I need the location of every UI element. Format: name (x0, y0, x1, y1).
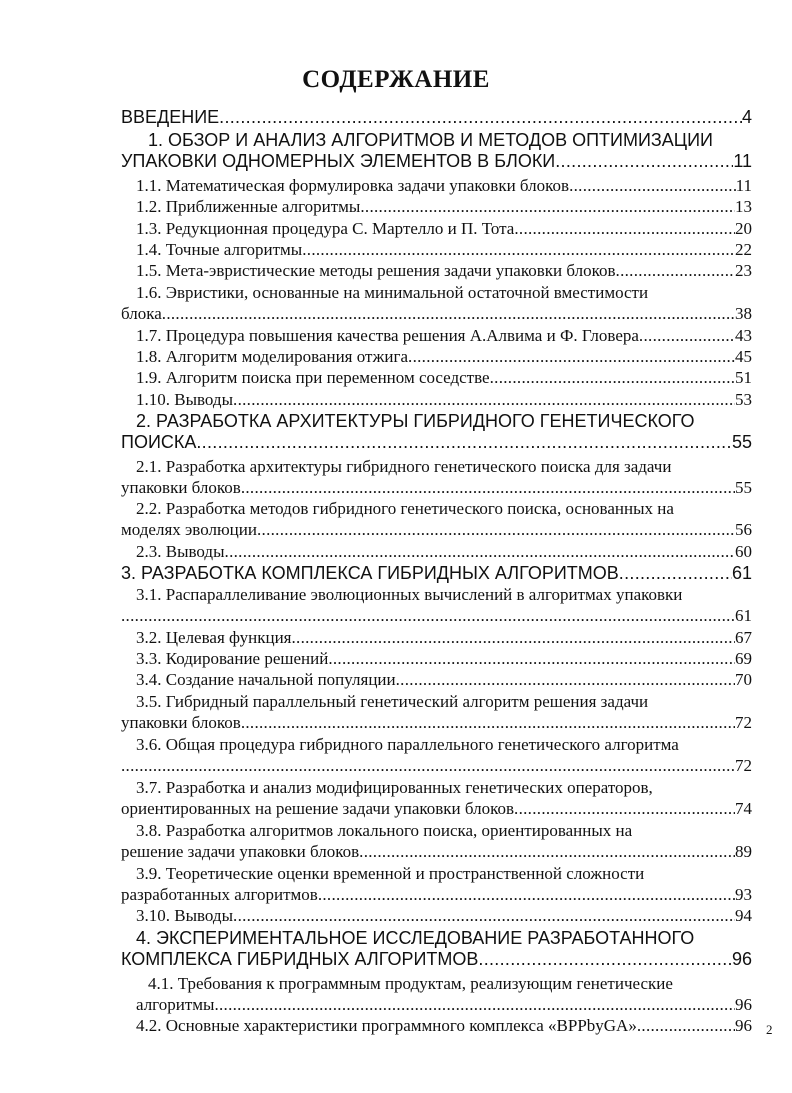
dot-leader (291, 628, 735, 648)
dot-leader (569, 176, 736, 196)
dot-leader (514, 799, 735, 819)
dot-leader (396, 670, 735, 690)
toc-entry-page: 43 (735, 326, 752, 345)
toc-entry-title: 1.9. Алгоритм поиска при переменном соседстве (136, 368, 490, 387)
dot-leader (121, 606, 735, 626)
toc-entry-title-line: 3.6. Общая процедура гибридного параллельного генетического алгоритма (136, 734, 679, 754)
toc-entry[interactable] (121, 107, 752, 128)
toc-entry-title-line: 1. ОБЗОР И АНАЛИЗ АЛГОРИТМОВ И МЕТОДОВ ОПТИМИЗАЦИИ (148, 129, 713, 150)
toc-entry[interactable] (136, 176, 752, 196)
dot-leader (360, 197, 735, 217)
dot-leader (318, 885, 735, 905)
dot-leader (478, 949, 732, 970)
toc-entry-title: 4.2. Основные характеристики программного комплекса «BPPbyGA» (136, 1016, 637, 1035)
toc-entry-page: 11 (735, 176, 752, 195)
toc-entry-title: 3.3. Кодирование решений (136, 649, 329, 668)
dot-leader (257, 520, 735, 540)
dot-leader (196, 432, 732, 453)
toc-entry[interactable] (121, 949, 752, 970)
toc-entry[interactable] (121, 563, 752, 584)
dot-leader (328, 649, 735, 669)
toc-entry-page: 45 (735, 347, 752, 366)
toc-entry-title: 3.10. Выводы (136, 906, 234, 925)
toc-entry-page: 13 (735, 197, 752, 216)
toc-entry-page: 94 (735, 906, 752, 925)
toc-entry-title: 1.7. Процедура повышения качества решения А.Алвима и Ф. Гловера (136, 326, 639, 345)
toc-entry-page: 22 (735, 240, 752, 259)
toc-entry-title-line: 2.1. Разработка архитектуры гибридного генетического поиска для задачи (136, 456, 672, 476)
dot-leader (214, 995, 735, 1015)
toc-entry-page: 96 (735, 995, 752, 1014)
toc-entry-title-line: 2. РАЗРАБОТКА АРХИТЕКТУРЫ ГИБРИДНОГО ГЕНЕТИЧЕСКОГО (136, 410, 695, 431)
toc-entry-title: упаковки блоков (121, 713, 241, 732)
toc-entry-page: 96 (731, 949, 752, 969)
toc-entry[interactable] (136, 240, 752, 260)
toc-entry[interactable] (136, 219, 752, 239)
toc-entry-title: моделях эволюции (121, 520, 257, 539)
toc-entry-title-line: 3.8. Разработка алгоритмов локального поиска, ориентированных на (136, 820, 633, 840)
dot-leader (639, 326, 735, 346)
toc-entry[interactable] (121, 842, 752, 862)
toc-entry-title-line: 2.2. Разработка методов гибридного генетического поиска, основанных на (136, 498, 674, 518)
dot-leader (233, 390, 735, 410)
toc-entry-title: 3. РАЗРАБОТКА КОМПЛЕКСА ГИБРИДНЫХ АЛГОРИТМОВ (121, 563, 619, 583)
dot-leader (637, 1016, 735, 1036)
toc-entry-title-line: 3.1. Распараллеливание эволюционных вычислений в алгоритмах упаковки (136, 584, 683, 604)
toc-entry-page: 23 (735, 261, 752, 280)
toc-entry[interactable] (121, 606, 752, 626)
toc-entry[interactable] (136, 326, 752, 346)
toc-entry-page: 89 (735, 842, 752, 861)
toc-entry[interactable] (136, 628, 752, 648)
toc-entry[interactable] (136, 906, 752, 926)
dot-leader (555, 151, 733, 172)
dot-leader (490, 368, 735, 388)
toc-entry-title-line: 4.1. Требования к программным продуктам, реализующим генетические (148, 973, 673, 993)
dot-leader (408, 347, 735, 367)
toc-entry-title-line: 4. ЭКСПЕРИМЕНТАЛЬНОЕ ИССЛЕДОВАНИЕ РАЗРАБОТАННОГО (136, 927, 695, 948)
toc-entry[interactable] (136, 368, 752, 388)
toc-title: СОДЕРЖАНИЕ (302, 66, 490, 93)
toc-entry-title: 3.4. Создание начальной популяции (136, 670, 396, 689)
toc-entry-page: 93 (735, 885, 752, 904)
toc-entry-page: 72 (735, 756, 752, 775)
toc-entry-page: 67 (735, 628, 752, 647)
dot-leader (241, 713, 735, 733)
toc-entry-page: 72 (735, 713, 752, 732)
toc-entry[interactable] (121, 151, 752, 172)
toc-entry[interactable] (136, 347, 752, 367)
toc-entry-page: 61 (735, 606, 752, 625)
toc-entry[interactable] (121, 304, 752, 324)
toc-entry-title-line: 1.6. Эвристики, основанные на минимальной остаточной вместимости (136, 282, 649, 302)
toc-entry-page: 96 (735, 1016, 752, 1035)
toc-entry-title-line: 3.5. Гибридный параллельный генетический алгоритм решения задачи (136, 691, 649, 711)
toc-entry-title: УПАКОВКИ ОДНОМЕРНЫХ ЭЛЕМЕНТОВ В БЛОКИ (121, 151, 556, 171)
toc-entry-title: блока (121, 304, 162, 323)
toc-entry-page: 4 (741, 107, 752, 127)
toc-entry-title: 2.3. Выводы (136, 542, 225, 561)
toc-entry[interactable] (136, 995, 752, 1015)
toc-entry[interactable] (136, 649, 752, 669)
dot-leader (162, 304, 735, 324)
dot-leader (121, 756, 735, 776)
toc-entry-page: 38 (735, 304, 752, 323)
toc-entry-title: 1.1. Математическая формулировка задачи упаковки блоков (136, 176, 570, 195)
toc-entry-title: 1.5. Мета-эвристические методы решения задачи упаковки блоков (136, 261, 616, 280)
toc-entry-title: 3.2. Целевая функция (136, 628, 292, 647)
toc-entry-title: решение задачи упаковки блоков (121, 842, 360, 861)
toc-entry-page: 70 (735, 670, 752, 689)
page-number: 2 (766, 1022, 773, 1037)
toc-entry-page: 11 (733, 151, 752, 171)
toc-entry[interactable] (136, 261, 752, 281)
dot-leader (225, 542, 735, 562)
dot-leader (359, 842, 735, 862)
toc-entry-title: 1.8. Алгоритм моделирования отжига (136, 347, 409, 366)
toc-entry-page: 69 (735, 649, 752, 668)
toc-entry[interactable] (121, 478, 752, 498)
dot-leader (233, 906, 735, 926)
toc-entry-page: 20 (735, 219, 752, 238)
toc-entry-title-line: 3.7. Разработка и анализ модифицированных генетических операторов, (136, 777, 653, 797)
toc-entry[interactable] (136, 1016, 752, 1036)
toc-entry-title: 1.4. Точные алгоритмы (136, 240, 303, 259)
toc-entry[interactable] (121, 756, 752, 776)
dot-leader (241, 478, 735, 498)
toc-entry-title: 1.10. Выводы (136, 390, 234, 409)
toc-entry[interactable] (136, 197, 752, 217)
toc-entry-page: 55 (731, 432, 752, 452)
toc-entry[interactable] (121, 432, 752, 453)
toc-entry-title: 1.3. Редукционная процедура С. Мартелло и П. Тота (136, 219, 515, 238)
toc-entry[interactable] (121, 885, 752, 905)
toc-entry[interactable] (136, 542, 752, 562)
toc-entry-page: 74 (735, 799, 752, 818)
toc-entry-title: алгоритмы (136, 995, 215, 1014)
toc-entry-page: 51 (735, 368, 752, 387)
dot-leader (514, 219, 735, 239)
toc-entry-page: 60 (735, 542, 752, 561)
dot-leader (302, 240, 735, 260)
toc-entry-title: ориентированных на решение задачи упаковки блоков (121, 799, 515, 818)
toc-entry-page: 53 (735, 390, 752, 409)
toc-entry[interactable] (121, 713, 752, 733)
toc-entry-title-line: 3.9. Теоретические оценки временной и пространственной сложности (136, 863, 645, 883)
toc-entry-title: ПОИСКА (121, 432, 197, 452)
toc-entry[interactable] (121, 799, 752, 819)
toc-entry-title: разработанных алгоритмов (121, 885, 318, 904)
toc-entry-page: 61 (731, 563, 752, 583)
dot-leader (219, 107, 742, 128)
dot-leader (616, 261, 735, 281)
toc-entry-page: 56 (735, 520, 752, 539)
toc-entry-title: упаковки блоков (121, 478, 241, 497)
toc-entry[interactable] (136, 390, 752, 410)
toc-entry[interactable] (136, 670, 752, 690)
toc-entry-title: 1.2. Приближенные алгоритмы (136, 197, 361, 216)
toc-entry-title: КОМПЛЕКСА ГИБРИДНЫХ АЛГОРИТМОВ (121, 949, 479, 969)
toc-entry-page: 55 (735, 478, 752, 497)
toc-entry-title: ВВЕДЕНИЕ (121, 107, 220, 127)
toc-entry[interactable] (121, 520, 752, 540)
dot-leader (619, 563, 732, 584)
